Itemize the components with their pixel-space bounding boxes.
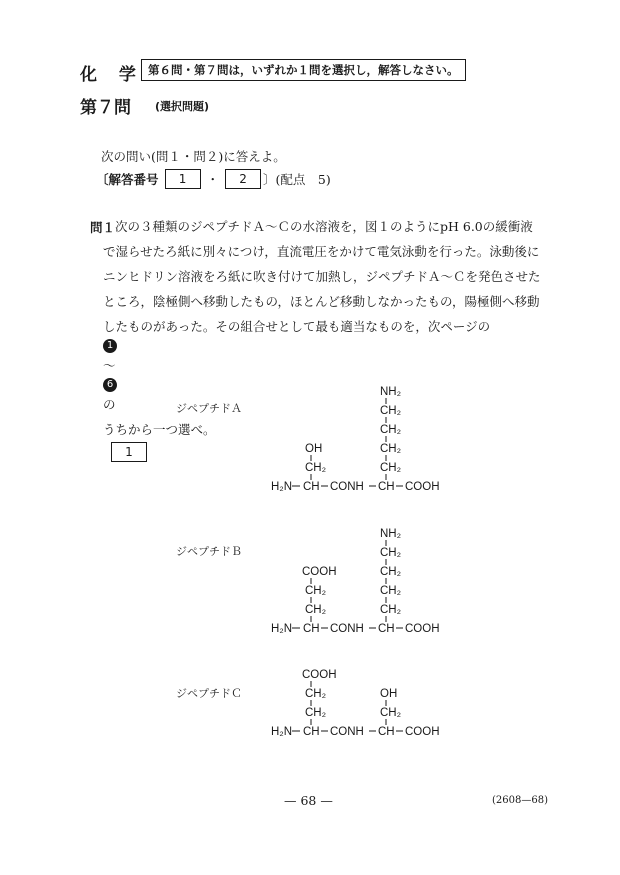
- choice-tilde: ～: [103, 358, 116, 373]
- dipeptide-label: ジペプチドＣ: [176, 687, 242, 700]
- backbone-amine: H₂N: [271, 481, 293, 493]
- answer-box-2: 2: [225, 169, 261, 189]
- backbone-ch: CH: [303, 481, 320, 493]
- backbone-carboxyl: COOH: [405, 481, 440, 493]
- body-line: ニンヒドリン溶液をろ紙に吹き付けて加熱し，ジペプチドＡ～Ｃを発色させた: [103, 269, 541, 284]
- body-line: 次の３種類のジペプチドＡ～Ｃの水溶液を，図１のようにpH 6.0の緩衝液: [115, 219, 533, 234]
- backbone-carboxyl: COOH: [405, 726, 440, 738]
- backbone-ch: CH: [378, 726, 395, 738]
- side-chain-atom: CH₂: [380, 566, 402, 578]
- side-chain-atom: CH₂: [380, 462, 402, 474]
- backbone-ch: CH: [303, 726, 320, 738]
- side-chain-atom: CH₂: [305, 585, 327, 597]
- choice-end-marker: 6: [103, 378, 117, 392]
- dipeptide-b: [176, 528, 440, 635]
- side-chain-atom: NH₂: [380, 386, 402, 398]
- backbone-peptide: CONH: [330, 481, 364, 493]
- backbone-amine: H₂N: [271, 726, 293, 738]
- side-chain-atom: CH₂: [380, 585, 402, 597]
- choice-tail: の: [103, 397, 116, 412]
- selection-notice: 第６問・第７問は，いずれか１問を選択し，解答しなさい。: [141, 59, 466, 81]
- answer-prefix: 〔解答番号: [96, 172, 159, 187]
- backbone-ch: CH: [303, 623, 320, 635]
- subject-title: 化 学: [80, 65, 144, 85]
- side-chain-atom: OH: [380, 688, 398, 700]
- side-chain-atom: CH₂: [380, 707, 402, 719]
- side-chain-atom: CH₂: [380, 604, 402, 616]
- body-line: うちから一つ選べ。: [103, 422, 216, 437]
- dipeptide-label: ジペプチドＡ: [176, 402, 242, 415]
- backbone-carboxyl: COOH: [405, 623, 440, 635]
- side-chain-atom: OH: [305, 443, 323, 455]
- side-chain-atom: CH₂: [305, 688, 327, 700]
- choice-start-marker: 1: [103, 339, 117, 353]
- side-chain-atom: CH₂: [380, 424, 402, 436]
- question-selection-tag: (選択問題): [155, 100, 210, 113]
- dipeptide-a: [176, 386, 440, 493]
- side-chain-atom: CH₂: [380, 443, 402, 455]
- side-chain-atom: COOH: [302, 566, 337, 578]
- answer-box-1: 1: [165, 169, 201, 189]
- backbone-peptide: CONH: [330, 726, 364, 738]
- body-line: で湿らせたろ紙に別々につけ，直流電圧をかけて電気泳動を行った。泳動後に: [103, 244, 540, 259]
- side-chain-atom: CH₂: [380, 547, 402, 559]
- side-chain-atom: CH₂: [305, 707, 327, 719]
- side-chain-atom: CH₂: [380, 405, 402, 417]
- backbone-amine: H₂N: [271, 623, 293, 635]
- dipeptide-c: [176, 669, 440, 738]
- sub-question-label: 問１: [90, 220, 116, 235]
- dipeptide-label: ジペプチドＢ: [176, 545, 242, 558]
- side-chain-atom: CH₂: [305, 604, 327, 616]
- question-number: 第７問: [80, 98, 131, 118]
- side-chain-atom: CH₂: [305, 462, 327, 474]
- answer-box-inline: 1: [111, 442, 147, 462]
- answer-suffix: 〕(配点 5): [263, 172, 331, 187]
- backbone-peptide: CONH: [330, 623, 364, 635]
- side-chain-atom: COOH: [302, 669, 337, 681]
- body-line: したものがあった。その組合せとして最も適当なものを，次ページの: [103, 319, 491, 334]
- answer-separator: ・: [206, 172, 220, 187]
- side-chain-atom: NH₂: [380, 528, 402, 540]
- body-line: ところ，陰極側へ移動したもの，ほとんど移動しなかったもの，陽極側へ移動: [103, 294, 540, 309]
- page-number: — 68 —: [284, 793, 333, 808]
- backbone-ch: CH: [378, 623, 395, 635]
- backbone-ch: CH: [378, 481, 395, 493]
- question-intro: 次の問い(問１・問２)に答えよ。: [101, 149, 286, 164]
- document-code: (2608—68): [492, 795, 548, 806]
